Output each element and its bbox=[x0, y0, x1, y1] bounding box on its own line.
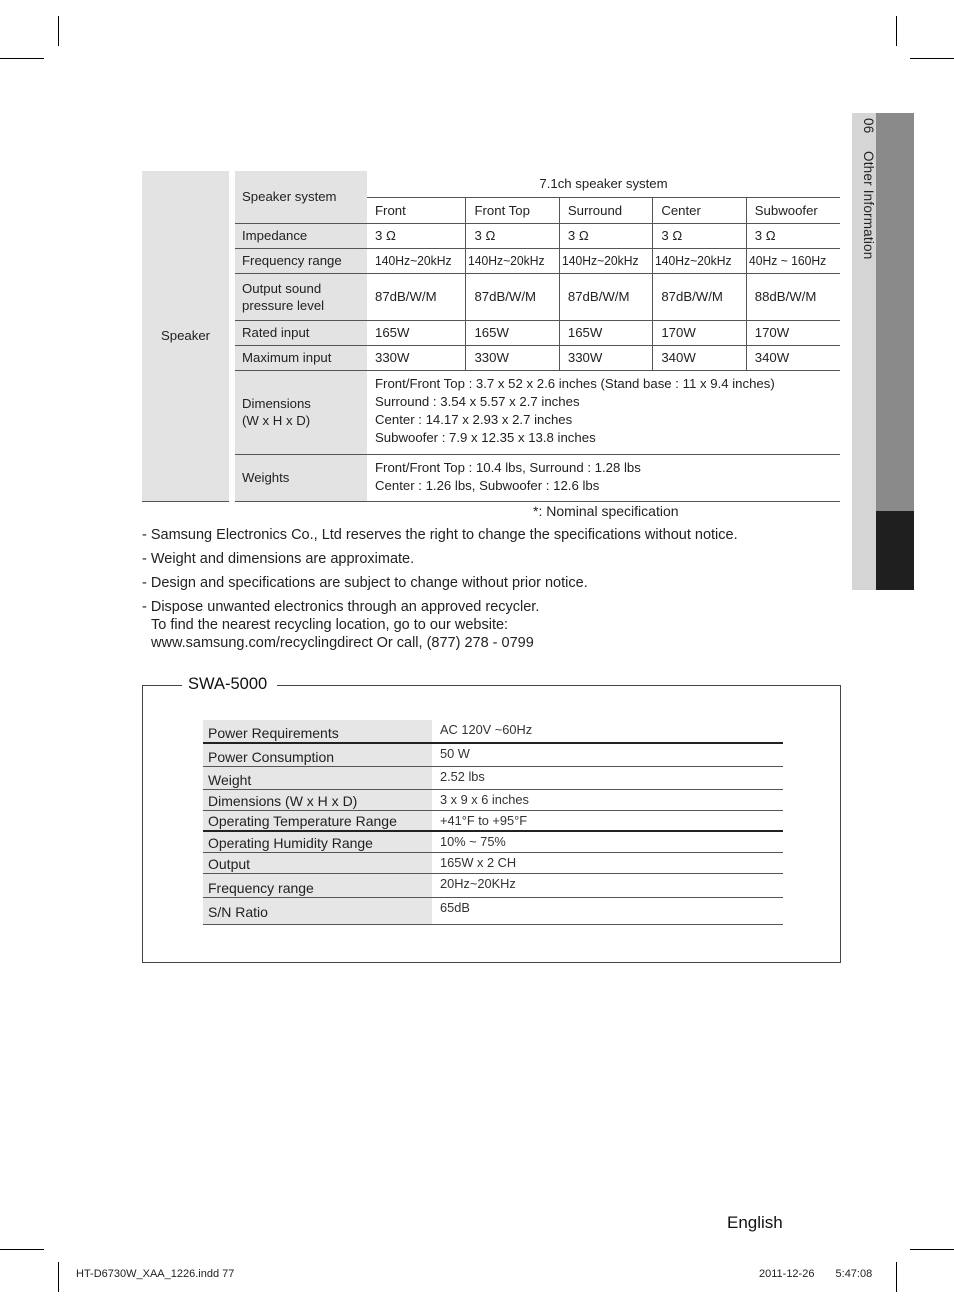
row-label: Frequency range bbox=[203, 873, 432, 897]
crop-mark bbox=[896, 16, 897, 46]
table-cell bbox=[559, 248, 652, 273]
row-label: Weights bbox=[232, 454, 367, 501]
table-row bbox=[142, 454, 840, 501]
swa-title: SWA-5000 bbox=[182, 675, 277, 694]
dimensions-line: Subwoofer : 7.9 x 12.35 x 13.8 inches bbox=[375, 430, 596, 445]
table-cell: 50 W bbox=[432, 743, 783, 766]
crop-mark bbox=[0, 58, 44, 59]
footer-date: 2011-12-26 bbox=[759, 1268, 815, 1280]
dimensions-line: Center : 14.17 x 2.93 x 2.7 inches bbox=[375, 412, 573, 427]
table-cell: 165W bbox=[466, 320, 559, 345]
row-label: Output sound pressure level bbox=[232, 273, 367, 320]
recycle-line: www.samsung.com/recyclingdirect Or call, (877) 278 - 0799 bbox=[151, 635, 534, 651]
table-row bbox=[142, 223, 840, 248]
table-row bbox=[142, 273, 840, 320]
table-cell: 165W bbox=[367, 320, 466, 345]
table-cell-text: 140Hz~20kHz bbox=[561, 253, 639, 268]
row-label: Power Requirements bbox=[203, 720, 432, 743]
row-label: Impedance bbox=[232, 223, 367, 248]
table-cell-text: 140Hz~20kHz bbox=[375, 253, 452, 268]
table-cell: 88dB/W/M bbox=[746, 273, 840, 320]
column-header: Center bbox=[653, 197, 746, 223]
list-item: - Design and specifications are subject to change without prior notice. bbox=[142, 575, 588, 591]
nominal-note: *: Nominal specification bbox=[533, 503, 679, 519]
table-cell: 87dB/W/M bbox=[653, 273, 746, 320]
table-cell: 2.52 lbs bbox=[432, 766, 783, 789]
weights-line: Front/Front Top : 10.4 lbs, Surround : 1.28 lbs bbox=[375, 459, 641, 475]
table-cell bbox=[466, 248, 559, 273]
dimensions-line: Front/Front Top : 3.7 x 52 x 2.6 inches (Stand base : 11 x 9.4 inches) bbox=[375, 376, 775, 391]
dimensions-line: Surround : 3.54 x 5.57 x 2.7 inches bbox=[375, 394, 580, 409]
row-label: Frequency range bbox=[232, 248, 367, 273]
table-cell bbox=[653, 248, 746, 273]
footer-timestamp bbox=[759, 1268, 872, 1280]
table-row bbox=[142, 248, 840, 273]
column-header: Front bbox=[367, 197, 466, 223]
crop-mark bbox=[896, 1262, 897, 1292]
speaker-spec-table bbox=[142, 171, 840, 502]
table-cell: 3 Ω bbox=[559, 223, 652, 248]
swa-spec-table bbox=[203, 720, 783, 925]
chapter-tab-bar bbox=[876, 113, 914, 511]
table-cell: 3 Ω bbox=[746, 223, 840, 248]
table-cell: 340W bbox=[653, 345, 746, 370]
row-label: S/N Ratio bbox=[203, 897, 432, 924]
crop-mark bbox=[0, 1249, 44, 1250]
table-cell: 170W bbox=[746, 320, 840, 345]
table-cell: 165W bbox=[559, 320, 652, 345]
table-cell-text: 140Hz~20kHz bbox=[468, 253, 545, 268]
speaker-group-label: Speaker bbox=[142, 171, 232, 501]
table-cell-text: 40Hz ~ 160Hz bbox=[748, 253, 826, 268]
table-cell: 87dB/W/M bbox=[367, 273, 466, 320]
table-row bbox=[203, 720, 783, 743]
table-cell: 87dB/W/M bbox=[559, 273, 652, 320]
dimensions-sublabel: (W x H x D) bbox=[242, 413, 311, 428]
table-cell: +41°F to +95°F bbox=[432, 810, 783, 831]
table-row bbox=[203, 810, 783, 831]
row-label: Maximum input bbox=[232, 345, 367, 370]
footer-time: 5:47:08 bbox=[835, 1268, 873, 1280]
table-row bbox=[142, 370, 840, 454]
dimensions-cell bbox=[367, 370, 840, 454]
list-item: - Samsung Electronics Co., Ltd reserves the right to change the specifications without notice. bbox=[142, 527, 738, 543]
table-cell: 65dB bbox=[432, 897, 783, 924]
weights-line: Center : 1.26 lbs, Subwoofer : 12.6 lbs bbox=[375, 477, 600, 493]
table-cell: 10% ~ 75% bbox=[432, 831, 783, 852]
notes-list bbox=[142, 526, 738, 658]
dimensions-label: Dimensions bbox=[242, 396, 311, 411]
table-cell: 165W x 2 CH bbox=[432, 852, 783, 873]
language-label: English bbox=[727, 1213, 783, 1232]
table-cell-text: 140Hz~20kHz bbox=[655, 253, 732, 268]
chapter-title: Other Information bbox=[861, 151, 876, 260]
row-label: Output bbox=[203, 852, 432, 873]
weights-cell bbox=[367, 454, 840, 501]
speaker-system-label: Speaker system bbox=[232, 171, 367, 223]
table-cell bbox=[367, 248, 466, 273]
crop-mark bbox=[58, 1262, 59, 1292]
table-row bbox=[142, 320, 840, 345]
table-row bbox=[203, 897, 783, 924]
speaker-system-title: 7.1ch speaker system bbox=[367, 171, 840, 197]
table-row bbox=[203, 873, 783, 897]
table-row bbox=[142, 345, 840, 370]
recycle-line: - Dispose unwanted electronics through an approved recycler. bbox=[142, 599, 540, 615]
table-cell: 330W bbox=[466, 345, 559, 370]
table-row bbox=[203, 852, 783, 873]
row-label: Operating Humidity Range bbox=[203, 831, 432, 852]
footer-file: HT-D6730W_XAA_1226.indd 77 bbox=[76, 1268, 235, 1280]
table-row bbox=[203, 743, 783, 766]
column-header: Surround bbox=[559, 197, 652, 223]
table-cell: 330W bbox=[559, 345, 652, 370]
chapter-number: 06 bbox=[861, 118, 876, 134]
table-cell: 3 Ω bbox=[367, 223, 466, 248]
row-label: Operating Temperature Range bbox=[203, 810, 432, 831]
list-item bbox=[142, 598, 738, 652]
table-cell: 20Hz~20KHz bbox=[432, 873, 783, 897]
recycle-line: To find the nearest recycling location, go to our website: bbox=[151, 617, 509, 633]
row-label bbox=[232, 370, 367, 454]
table-cell: 3 Ω bbox=[653, 223, 746, 248]
chapter-tab-marker bbox=[876, 511, 914, 590]
row-label: Weight bbox=[203, 766, 432, 789]
chapter-label bbox=[852, 118, 876, 318]
table-cell: 87dB/W/M bbox=[466, 273, 559, 320]
table-cell: AC 120V ~60Hz bbox=[432, 720, 783, 743]
table-row bbox=[203, 789, 783, 810]
table-cell bbox=[746, 248, 840, 273]
table-row bbox=[203, 766, 783, 789]
column-header: Front Top bbox=[466, 197, 559, 223]
row-label: Rated input bbox=[232, 320, 367, 345]
row-label: Power Consumption bbox=[203, 743, 432, 766]
list-item: - Weight and dimensions are approximate. bbox=[142, 551, 415, 567]
table-cell: 340W bbox=[746, 345, 840, 370]
table-cell: 3 Ω bbox=[466, 223, 559, 248]
row-label: Dimensions (W x H x D) bbox=[203, 789, 432, 810]
table-row bbox=[203, 831, 783, 852]
crop-mark bbox=[910, 1249, 954, 1250]
table-cell: 330W bbox=[367, 345, 466, 370]
table-cell: 170W bbox=[653, 320, 746, 345]
crop-mark bbox=[910, 58, 954, 59]
column-header: Subwoofer bbox=[746, 197, 840, 223]
crop-mark bbox=[58, 16, 59, 46]
table-cell: 3 x 9 x 6 inches bbox=[432, 789, 783, 810]
